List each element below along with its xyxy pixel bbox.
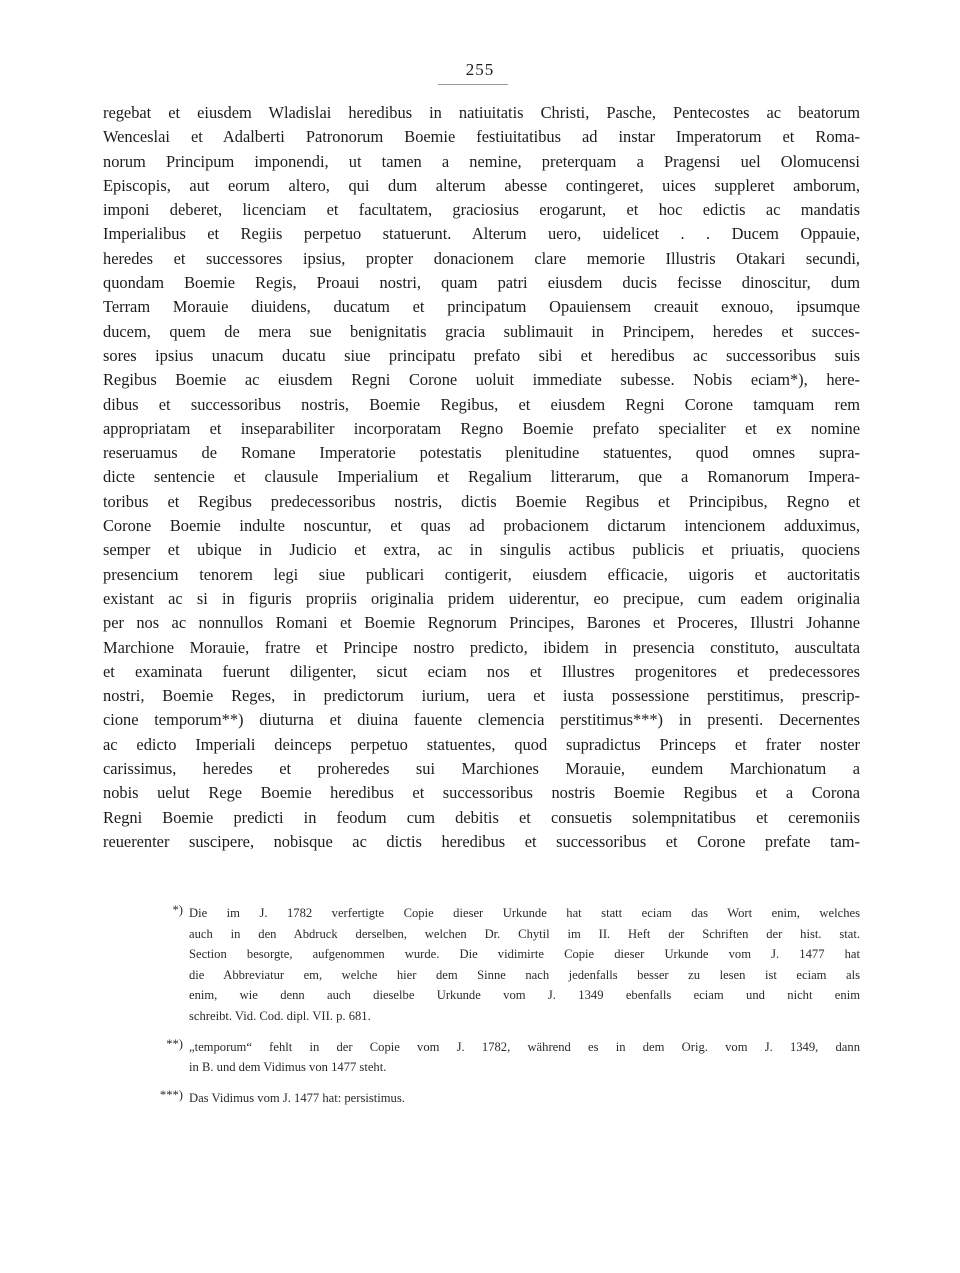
body-line: Episcopis, aut eorum altero, qui dum alterum abesse contingeret, uices suppleret amborum, <box>103 175 860 195</box>
body-line: per nos ac nonnullos Romani et Boemie Regnorum Principes, Barones et Proceres, Illustri Johanne <box>103 613 860 633</box>
body-line: quondam Boemie Regis, Proaui nostri, quam patri eiusdem ducis fecisse dinoscitur, dum <box>103 273 860 293</box>
footnote-line: schreibt. Vid. Cod. dipl. VII. p. 681. <box>189 1008 371 1023</box>
footnotes <box>103 903 860 1118</box>
body-line: et examinata fuerunt diligenter, sicut eciam nos et Illustres progenitores et predecessores <box>103 661 860 681</box>
body-line: imponi deberet, licenciam et facultatem, graciosius erogarunt, et hoc edictis ac mandatis <box>103 200 860 220</box>
body-line: semper et ubique in Judicio et extra, ac in singulis actibus publicis et priuatis, quociens <box>103 540 860 560</box>
body-line: heredes et successores ipsius, propter donacionem clare memorie Illustris Otakari secundi, <box>103 248 860 268</box>
body-line: dicte sentencie et clausule Imperialium et Regalium litterarum, que a Romanorum Impera- <box>103 467 860 487</box>
footnote-text <box>189 903 860 1027</box>
body-line: Wenceslai et Adalberti Patronorum Boemie festiuitatibus ad instar Imperatorum et Roma- <box>103 127 860 147</box>
footnote-line: enim, wie denn auch dieselbe Urkunde vom J. 1349 ebenfalls eciam und nicht enim <box>189 988 860 1003</box>
footnote-line: Das Vidimus vom J. 1477 hat: persistimus. <box>189 1090 405 1105</box>
body-line: nobis uelut Rege Boemie heredibus et successoribus nostris Boemie Regibus et a Corona <box>103 783 860 803</box>
body-line: norum Principum imponendi, ut tamen a nemine, preterquam a Pragensi uel Olomucensi <box>103 151 860 171</box>
body-line: Terram Morauie diuidens, ducatum et principatum Opauiensem creauit exnouo, ipsumque <box>103 297 860 317</box>
footnote-marker: ***) <box>159 1087 183 1102</box>
body-line: dibus et successoribus nostris, Boemie Regibus, et eiusdem Regni Corone tamquam rem <box>103 394 860 414</box>
body-line: sores ipsius unacum ducatu siue principatu prefato sibi et heredibus ac successoribus suis <box>103 345 860 365</box>
footnote-line: die Abbreviatur em, welche hier dem Sinne nach jedenfalls besser zu lesen ist eciam als <box>189 967 860 982</box>
page-number-rule <box>438 84 508 85</box>
body-line: nostri, Boemie Reges, in predictorum iurium, uera et iusta possessione perstitimus, prescrip- <box>103 686 860 706</box>
body-line: existant ac si in figuris propriis originalia pridem uiderentur, eo precipue, cum eadem originalia <box>103 588 860 608</box>
footnote <box>103 1088 860 1109</box>
body-line: Corone Boemie indulte noscuntur, et quas ad probacionem dictarum intencionem adduximus, <box>103 516 860 536</box>
footnote <box>103 1037 860 1078</box>
body-line: Regni Boemie predicti in feodum cum debitis et consuetis solempnitatibus et ceremoniis <box>103 807 860 827</box>
footnote-line: in B. und dem Vidimus von 1477 steht. <box>189 1060 387 1075</box>
footnote-marker: **) <box>166 1036 183 1051</box>
body-line: regebat et eiusdem Wladislai heredibus in natiuitatis Christi, Pasche, Pentecostes ac beatorum <box>103 103 860 122</box>
body-line: presencium tenorem legi siue publicari contigerit, eiusdem efficacie, uigoris et auctoritatis <box>103 564 860 584</box>
footnote-marker: *) <box>172 903 183 917</box>
footnote-text <box>189 1088 860 1109</box>
page-number: 255 <box>465 60 495 79</box>
body-line: reseruamus de Romane Imperatorie potestatis plenitudine statuentes, quod omnes supra- <box>103 443 860 463</box>
footnote-line: Section besorgte, aufgenommen wurde. Die vidimirte Copie dieser Urkunde vom J. 1477 hat <box>189 947 860 962</box>
body-line: Marchione Morauie, fratre et Principe nostro predicto, ibidem in presencia constituto, auscultata <box>103 637 860 657</box>
body-text <box>103 101 860 854</box>
footnote-text <box>189 1037 860 1078</box>
body-line: carissimus, heredes et proheredes sui Marchiones Morauie, eundem Marchionatum a <box>103 759 860 779</box>
body-line: cione temporum**) diuturna et diuina fauente clemencia perstitimus***) in presenti. Decernentes <box>103 710 860 730</box>
footnote-line: auch in den Abdruck derselben, welchen Dr. Chytil im II. Heft der Schriften der hist. stat. <box>189 926 860 941</box>
body-line: Imperialibus et Regiis perpetuo statuerunt. Alterum uero, uidelicet . . Ducem Oppauie, <box>103 224 860 244</box>
body-line: reuerenter suscipere, nobisque ac dictis heredibus et successoribus et Corone prefate tam- <box>103 831 860 851</box>
footnote-line: Die im J. 1782 verfertigte Copie dieser Urkunde hat statt eciam das Wort enim, welches <box>189 906 860 920</box>
body-line: ac edicto Imperiali deinceps perpetuo statuentes, quod supradictus Princeps et frater noster <box>103 734 860 754</box>
body-line: toribus et Regibus predecessoribus nostris, dictis Boemie Regibus et Principibus, Regno et <box>103 491 860 511</box>
body-line: Regibus Boemie ac eiusdem Regni Corone uoluit immediate subesse. Nobis eciam*), here- <box>103 370 860 390</box>
body-line: appropriatam et inseparabiliter incorporatam Regno Boemie prefato specialiter et ex nomine <box>103 418 860 438</box>
footnote-line: „temporum“ fehlt in der Copie vom J. 1782, während es in dem Orig. vom J. 1349, dann <box>189 1039 860 1054</box>
body-line: ducem, quem de mera sue benignitatis gracia sublimauit in Principem, heredes et succes- <box>103 321 860 341</box>
footnote <box>103 903 860 1027</box>
